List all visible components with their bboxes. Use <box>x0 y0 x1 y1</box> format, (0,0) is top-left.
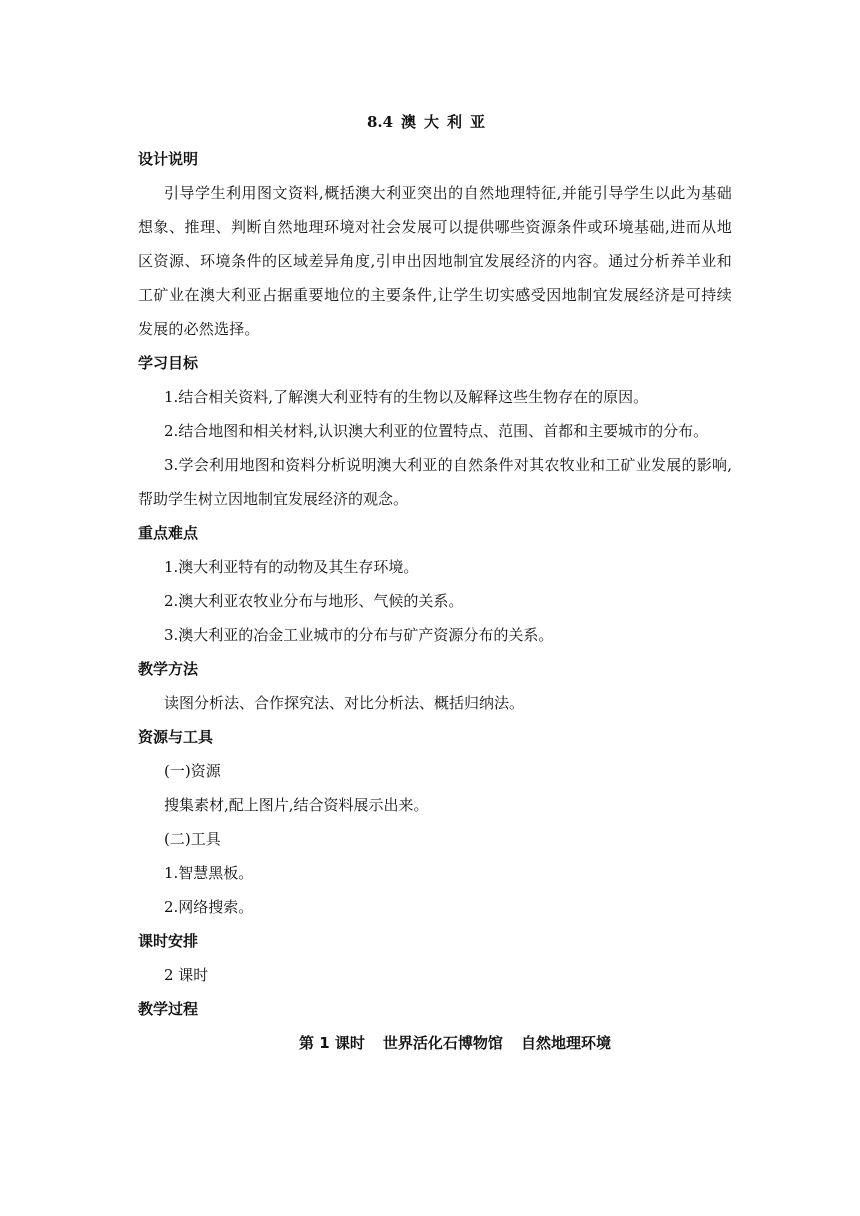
heading-goals: 学习目标 <box>138 354 199 372</box>
heading-resources: 资源与工具 <box>138 728 214 746</box>
heading-key-points: 重点难点 <box>138 524 199 542</box>
resource-item-3: (二)工具 <box>164 830 221 848</box>
lesson-topic: 世界活化石博物馆 <box>382 1034 503 1052</box>
lesson-subtopic: 自然地理环境 <box>520 1034 611 1052</box>
goal-item-2: 2.结合地图和相关材料,认识澳大利亚的位置特点、范围、首都和主要城市的分布。 <box>164 422 709 440</box>
document-body <box>138 142 732 1060</box>
key-point-item-1: 1.澳大利亚特有的动物及其生存环境。 <box>164 558 419 576</box>
goal-item-3: 3.学会利用地图和资料分析说明澳大利亚的自然条件对其农牧业和工矿业发展的影响,帮助学生树立因地制宜发展经济的观念。 <box>138 456 732 508</box>
section-number: 8.4 <box>366 113 394 131</box>
lesson-title <box>178 1026 732 1060</box>
methods-text: 读图分析法、合作探究法、对比分析法、概括归纳法。 <box>164 694 525 712</box>
lesson-number: 第 1 课时 <box>299 1034 365 1052</box>
key-point-item-2: 2.澳大利亚农牧业分布与地形、气候的关系。 <box>164 592 464 610</box>
design-paragraph: 引导学生利用图文资料,概括澳大利亚突出的自然地理特征,并能引导学生以此为基础想象、推理、判断自然地理环境对社会发展可以提供哪些资源条件或环境基础,进而从地区资源、环境条件的区域差异角度,引申出因地制宜发展经济的内容。通过分析养羊业和工矿业在澳大利亚占据重要地位的主要条件,让学生切实感受因地制宜发展经济是可持续发展的必然选择。 <box>138 184 732 338</box>
key-point-item-3: 3.澳大利亚的冶金工业城市的分布与矿产资源分布的关系。 <box>164 626 554 644</box>
resource-item-5: 2.网络搜索。 <box>164 898 254 916</box>
heading-process: 教学过程 <box>138 1000 199 1018</box>
resource-item-4: 1.智慧黑板。 <box>164 864 254 882</box>
schedule-text: 2 课时 <box>164 966 209 984</box>
title-text: 澳大利亚 <box>401 113 494 131</box>
resource-item-2: 搜集素材,配上图片,结合资料展示出来。 <box>164 796 429 814</box>
goal-item-1: 1.结合相关资料,了解澳大利亚特有的生物以及解释这些生物存在的原因。 <box>164 388 649 406</box>
heading-design: 设计说明 <box>138 150 199 168</box>
heading-methods: 教学方法 <box>138 660 199 678</box>
heading-schedule: 课时安排 <box>138 932 199 950</box>
resource-item-1: (一)资源 <box>164 762 221 780</box>
document-title <box>0 112 860 132</box>
